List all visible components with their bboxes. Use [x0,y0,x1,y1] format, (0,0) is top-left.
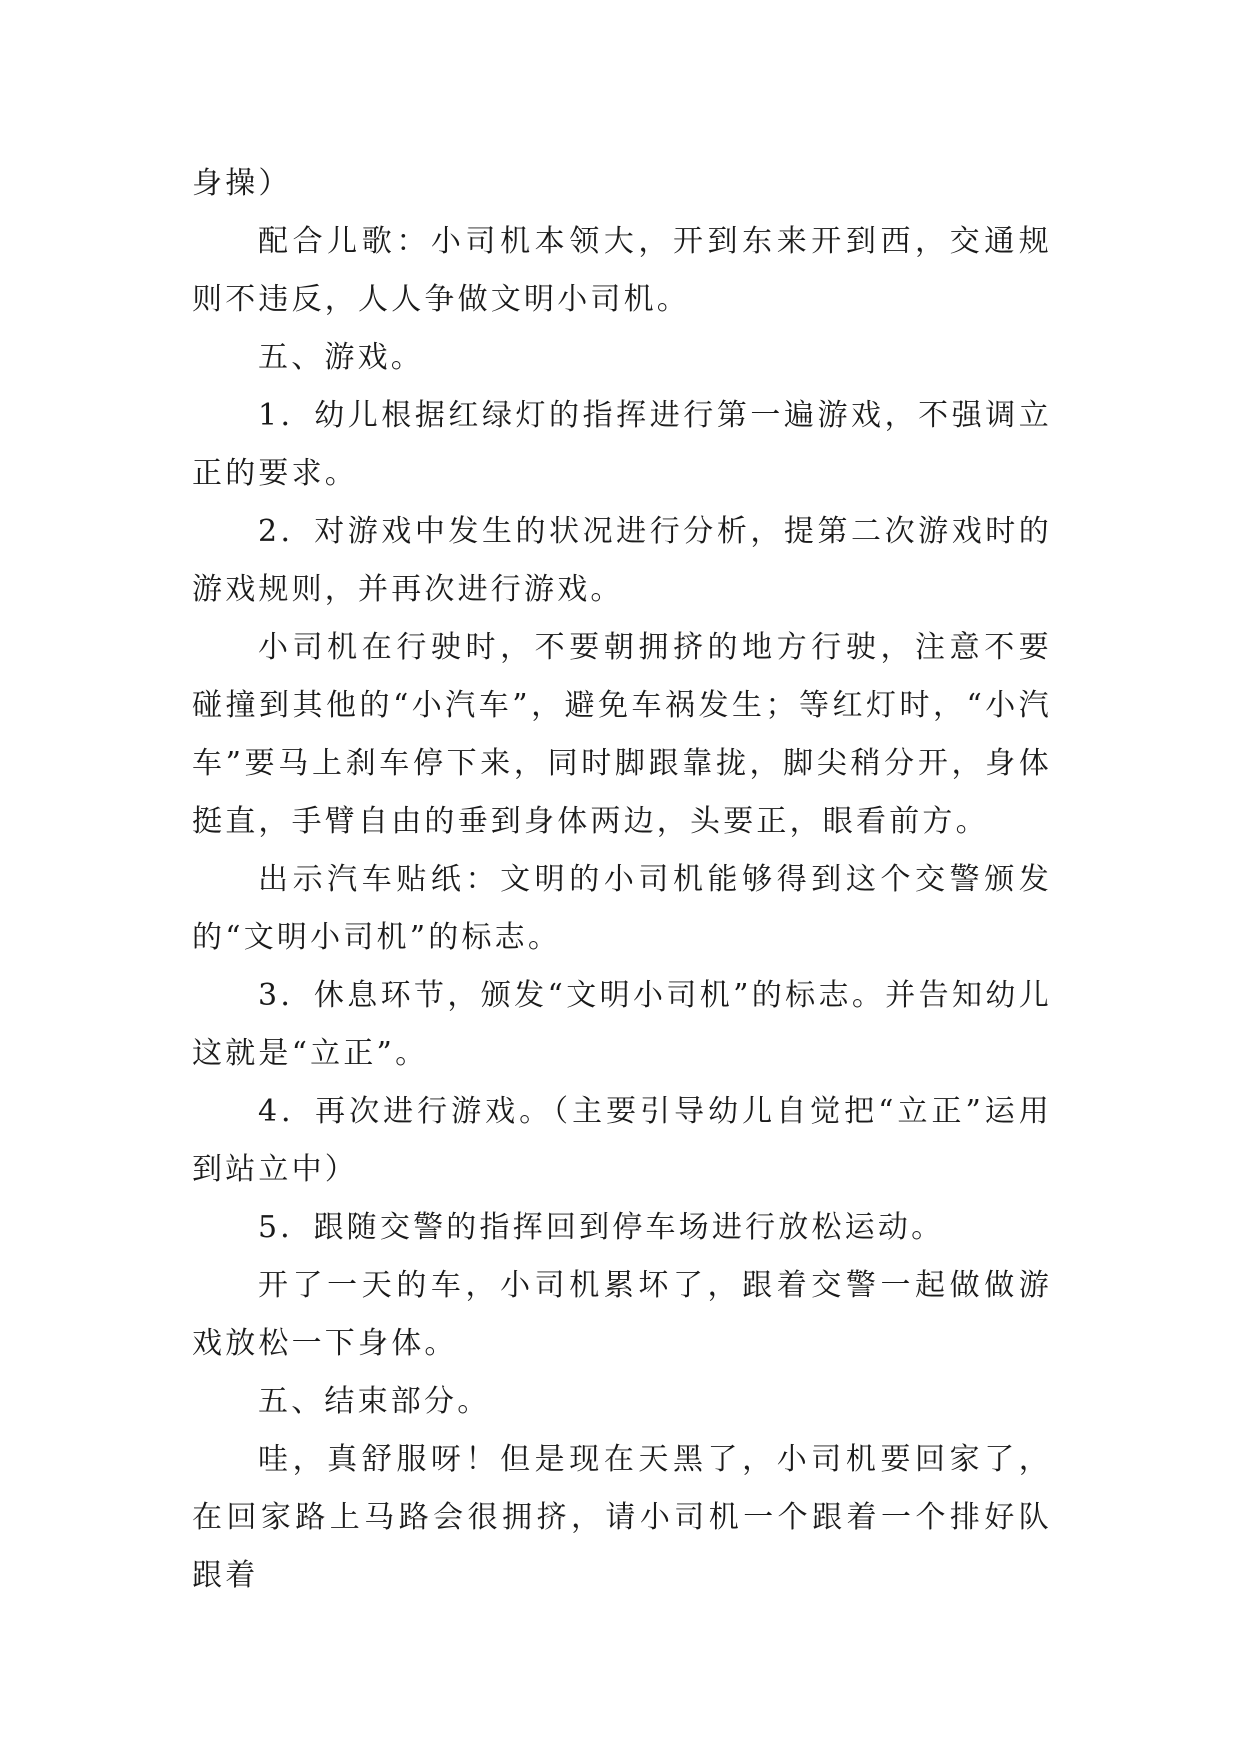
document-body [192,155,1052,1605]
list-item: 1．幼儿根据红绿灯的指挥进行第一遍游戏，不强调立正的要求。 [192,398,1052,491]
list-item: 5．跟随交警的指挥回到停车场进行放松运动。 [258,1210,945,1245]
list-item: 3．休息环节，颁发“文明小司机”的标志。并告知幼儿这就是“立正”。 [192,978,1052,1071]
paragraph: 配合儿歌：小司机本领大，开到东来开到西，交通规则不违反，人人争做文明小司机。 [192,224,1052,317]
list-item: 2．对游戏中发生的状况进行分析，提第二次游戏时的游戏规则，并再次进行游戏。 [192,514,1052,607]
paragraph: 出示汽车贴纸：文明的小司机能够得到这个交警颁发的“文明小司机”的标志。 [192,862,1052,955]
list-item: 4．再次进行游戏。（主要引导幼儿自觉把“立正”运用到站立中） [192,1094,1052,1187]
paragraph: 身操） [192,166,292,201]
paragraph: 哇，真舒服呀！但是现在天黑了，小司机要回家了，在回家路上马路会很拥挤，请小司机一个跟着一个排好队跟着 [192,1442,1052,1593]
paragraph: 开了一天的车，小司机累坏了，跟着交警一起做做游戏放松一下身体。 [192,1268,1052,1361]
paragraph: 小司机在行驶时，不要朝拥挤的地方行驶，注意不要碰撞到其他的“小汽车”，避免车祸发生；等红灯时，“小汽车”要马上刹车停下来，同时脚跟靠拢，脚尖稍分开，身体挺直，手臂自由的垂到身体两边，头要正，眼看前方。 [192,630,1052,839]
section-heading: 五、游戏。 [258,340,424,375]
section-heading: 五、结束部分。 [258,1384,491,1419]
